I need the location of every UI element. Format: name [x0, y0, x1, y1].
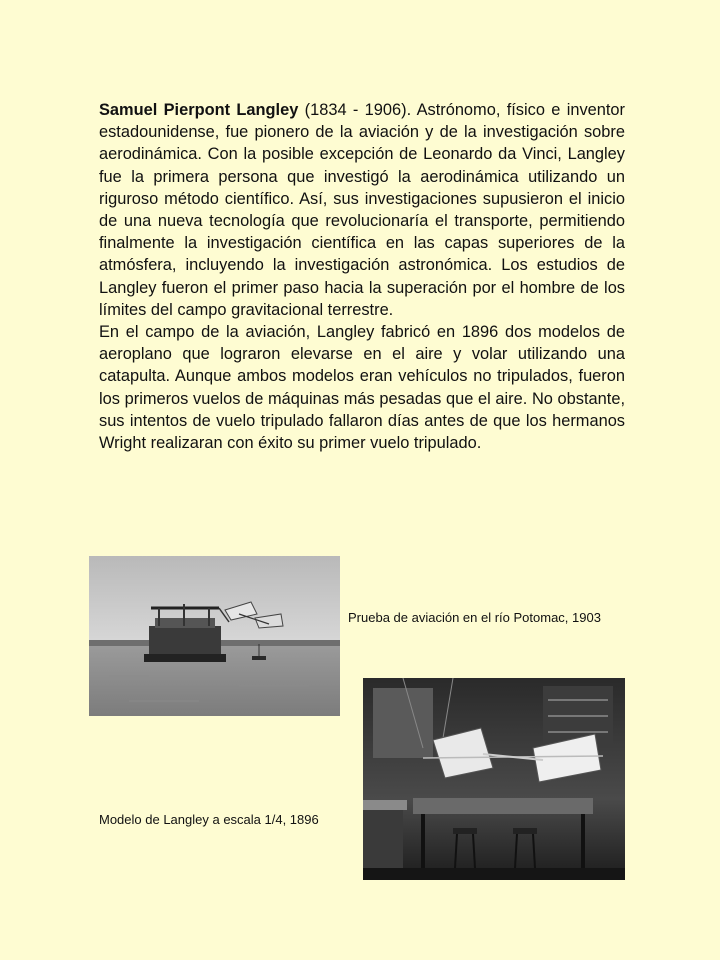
caption-model: Modelo de Langley a escala 1/4, 1896 [99, 812, 319, 827]
biography-text [99, 99, 625, 454]
paragraph-intro-text: (1834 - 1906). Astrónomo, físico e inventor estadounidense, fue pionero de la aviación y de la investigación sobre aerodinámica. Con la posible excepción de Leonardo da Vinci, Langley fue la primera persona que investigó la aerodinámica utilizando un riguroso método científico. Así, sus investigaciones supusieron el inicio de una nueva tecnología que revolucionaría el transporte, permitiendo finalmente la investigación científica en las capas superiores de la atmósfera, incluyendo la investigación astronómica. Los estudios de Langley fueron el primer paso hacia la superación por el hombre de los límites del campo gravitacional terrestre. [99, 101, 626, 319]
langley-model-photo [363, 678, 625, 880]
potomac-test-photo [89, 556, 340, 716]
paragraph-aviation: En el campo de la aviación, Langley fabricó en 1896 dos modelos de aeroplano que lograron elevarse en el aire y volar utilizando una catapulta. Aunque ambos modelos eran vehículos no tripulados, fueron los primeros vuelos de máquinas más pesadas que el aire. No obstante, sus intentos de vuelo tripulado fallaron días antes de que los hermanos Wright realizaran con éxito su primer vuelo tripulado. [99, 323, 625, 453]
person-name: Samuel Pierpont Langley [99, 101, 299, 119]
caption-potomac: Prueba de aviación en el río Potomac, 1903 [348, 610, 601, 625]
paragraph-intro [99, 99, 625, 321]
